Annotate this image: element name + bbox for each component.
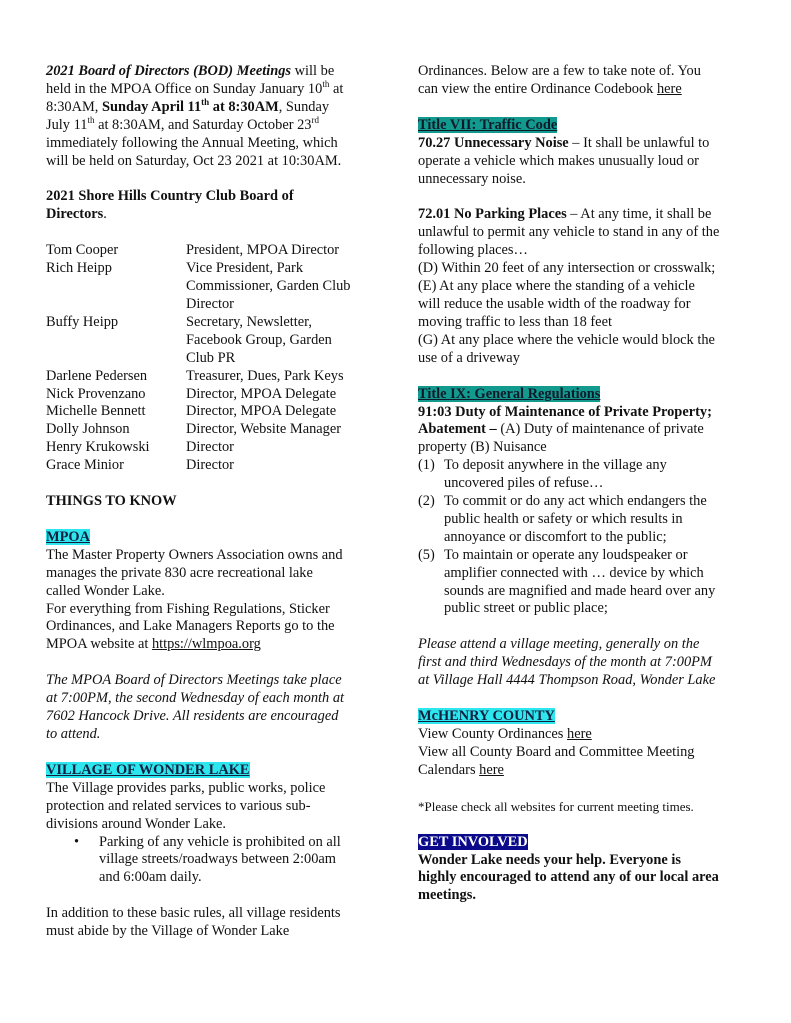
member-role [186,439,386,457]
item-text [440,493,707,547]
maintenance-title: Abatement – [418,421,497,438]
role-line: Facebook Group, Garden [186,331,332,348]
text-line: To maintain or operate any loudspeaker or [444,546,688,563]
bullet-text [99,834,341,888]
text: (D) Within 20 feet of any intersection or crosswalk; [418,260,716,277]
mpoa-description [46,547,386,637]
ordinances-intro [418,63,763,99]
text: View County Ordinances [418,726,568,742]
member-name: Dolly Johnson [46,421,130,438]
superscript: th [201,96,210,107]
role-line: Club PR [186,349,236,366]
text: Calendars [418,761,480,778]
nuisance-item [418,493,763,547]
text-line: sounds are magnified and made heard over any [444,582,716,599]
role-line: Director, MPOA Delegate [186,385,337,402]
text-line: must abide by the Village of Wonder Lake [46,923,290,940]
text: View all County Board and Committee Meeting [418,743,695,760]
text: unnecessary noise. [418,170,526,187]
role-line: Director, Website Manager [186,421,342,438]
text: will reduce the usable width of the roadway for [418,295,691,312]
mpoa-section-label: MPOA [46,528,90,545]
county-calendar-line [418,744,763,780]
text: property (B) Nuisance [418,439,547,456]
text: , Sunday [278,98,330,115]
text-line: annoyance or discomfort to the public; [444,528,667,545]
board-heading [46,188,386,224]
text: at 8:30AM, and Saturday October 23 [94,116,312,133]
april-meeting-time: at 8:30AM [209,98,279,115]
mpoa-website-link[interactable]: https://wlmpoa.org [151,636,261,653]
website-check-note: *Please check all websites for current meeting times. [418,798,694,814]
text-line: To commit or do any act which endangers the [444,493,707,510]
right-column [418,63,763,905]
mchenry-section-label: McHENRY COUNTY [418,708,555,725]
text-line: uncovered piles of refuse… [444,475,604,492]
role-line: Director, MPOA Delegate [186,403,337,420]
text-line: divisions around Wonder Lake. [46,815,227,832]
text-line: public health or safety or which results in [444,510,683,527]
village-description [46,780,386,834]
mpoa-meeting-info [46,672,386,744]
maintenance-title: 91:03 Duty of Maintenance of Private Property; [418,403,712,420]
member-role [186,421,386,439]
item-number: (1) [418,457,435,474]
village-section-label: VILLAGE OF WONDER LAKE [46,761,250,778]
bod-meetings-title: 2021 Board of Directors (BOD) Meetings [46,63,292,79]
board-member-row [46,314,386,368]
member-name: Michelle Bennett [46,403,146,420]
role-line: Director [186,439,234,456]
bullet-icon: • [74,833,80,850]
text-line: amplifier connected with … device by which [444,564,704,581]
board-member-row [46,439,386,457]
member-role [186,457,386,475]
text-line: For everything from Fishing Regulations, Sticker [46,600,330,617]
text: (G) At any place where the vehicle would block the [418,331,715,348]
text-line: The Master Property Owners Association owns and [46,546,343,563]
role-line: Treasurer, Dues, Park Keys [186,367,344,384]
text-line: meetings. [418,887,476,904]
village-meeting-info [418,636,763,690]
text-line: Please attend a village meeting, generally on the [418,636,700,653]
text-line: protection and related services to various sub- [46,797,311,814]
text-line: to attend. [46,726,101,742]
board-heading-line: Directors [46,206,104,223]
text: will be [291,63,335,79]
member-name: Rich Heipp [46,260,112,277]
parking-ordinance-title: 72.01 No Parking Places [418,206,567,223]
text-line: at 7:00PM, the second Wednesday of each month at [46,690,345,707]
text-line: public street or public place; [444,600,608,617]
text: MPOA website at [46,636,152,653]
board-members-table [46,242,386,475]
role-line: Vice President, Park [186,260,304,277]
text: July 11 [46,116,88,133]
member-role [186,242,386,260]
member-role [186,260,386,314]
board-member-row [46,386,386,404]
mpoa-website-line [46,636,386,654]
text: operate a vehicle which makes unusually loud or [418,152,699,169]
text: unlawful to permit any vehicle to stand in any of the [418,224,720,241]
things-to-know-heading: THINGS TO KNOW [46,493,177,510]
superscript: rd [311,114,319,125]
nuisance-item [418,457,763,493]
village-rules [46,905,386,941]
nuisance-list [418,457,763,618]
text-line: In addition to these basic rules, all village residents [46,905,341,922]
text: (A) Duty of maintenance of private [496,421,704,438]
noise-ordinance [418,135,763,189]
text-line: 7602 Hancock Drive. All residents are encouraged [46,708,339,725]
county-ordinances-link[interactable]: here [567,726,592,742]
nuisance-item [418,547,763,619]
text-line: The Village provides parks, public works, police [46,779,326,796]
board-member-row [46,457,386,475]
text-line: village streets/roadways between 2:00am [99,851,336,868]
member-role [186,368,386,386]
member-name: Darlene Pedersen [46,367,148,384]
item-number: (2) [418,493,435,510]
member-role [186,314,386,368]
text-line: The MPOA Board of Directors Meetings take place [46,672,342,689]
text-line: called Wonder Lake. [46,582,165,599]
board-heading-line: 2021 Shore Hills Country Club Board of [46,188,294,205]
member-name: Henry Krukowski [46,439,150,456]
member-name: Buffy Heipp [46,313,119,330]
text: moving traffic to less than 18 feet [418,313,612,330]
text: (E) At any place where the standing of a vehicle [418,278,695,295]
member-name: Nick Provenzano [46,385,146,402]
text-line: at Village Hall 4444 Thompson Road, Wonder Lake [418,672,716,689]
text-line: and 6:00am daily. [99,869,202,886]
role-line: Director [186,295,234,312]
text-line: Wonder Lake needs your help. Everyone is [418,851,681,868]
bod-meetings-paragraph [46,63,386,170]
title-ix-label: Title IX: General Regulations [418,385,601,402]
text-line: Ordinances, and Lake Managers Reports go to the [46,618,335,635]
text-line: Parking of any vehicle is prohibited on all [99,833,341,850]
superscript: th [322,78,330,89]
text-line: To deposit anywhere in the village any [444,457,667,474]
board-member-row [46,368,386,386]
get-involved-label: GET INVOLVED [418,833,528,850]
item-text [440,457,667,493]
role-line: Secretary, Newsletter, [186,313,312,330]
board-member-row [46,260,386,314]
role-line: Director [186,457,234,474]
text: 8:30AM, [46,98,102,115]
april-meeting-date: Sunday April 11 [101,98,202,115]
board-member-row [46,403,386,421]
text-line: highly encouraged to attend any of our local area [418,869,719,886]
text: Ordinances. Below are a few to take note of. You [418,63,701,79]
noise-ordinance-title: 70.27 Unnecessary Noise [418,134,569,151]
county-ordinances-line [418,726,763,744]
text: use of a driveway [418,349,520,366]
text: at [329,80,344,97]
text: immediately following the Annual Meeting, which [46,134,338,151]
parking-ordinance [418,206,763,367]
text: following places… [418,242,528,259]
superscript: th [87,114,95,125]
county-calendars-link[interactable]: here [479,761,504,778]
text: will be held on Saturday, Oct 23 2021 at 10:30AM. [46,152,342,169]
text: – It shall be unlawful to [568,134,710,151]
left-column [46,63,386,941]
period: . [103,206,107,223]
board-member-row [46,242,386,260]
role-line: President, MPOA Director [186,242,340,259]
text: held in the MPOA Office on Sunday January 10 [46,80,323,97]
text-line: manages the private 830 acre recreational lake [46,564,313,581]
ordinance-codebook-link[interactable]: here [656,80,682,97]
text: – At any time, it shall be [566,206,712,223]
member-role [186,386,386,404]
member-name: Grace Minior [46,457,124,474]
text-line: first and third Wednesdays of the month at 7:00PM [418,654,712,671]
member-name: Tom Cooper [46,242,119,259]
parking-bullet [46,834,386,888]
item-number: (5) [418,546,435,563]
text: can view the entire Ordinance Codebook [418,80,657,97]
board-member-row [46,421,386,439]
maintenance-ordinance [418,404,763,458]
role-line: Commissioner, Garden Club [186,278,351,295]
item-text [440,547,715,619]
member-role [186,403,386,421]
get-involved-text [418,852,763,906]
title-vii-label: Title VII: Traffic Code [418,116,558,133]
